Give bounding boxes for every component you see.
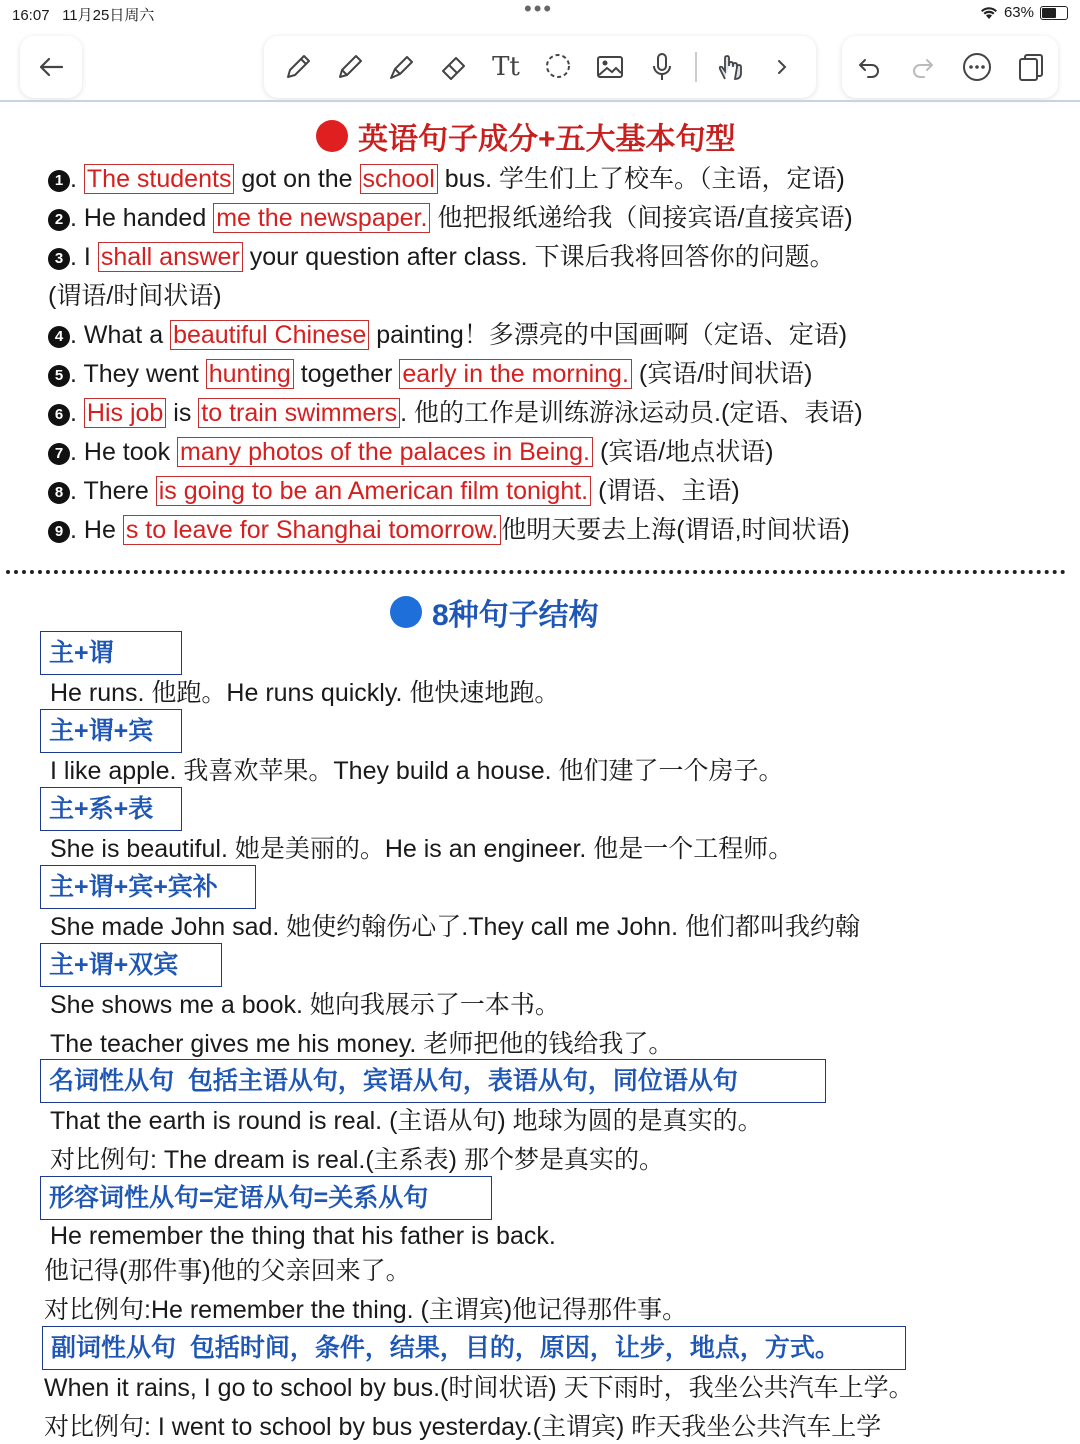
eraser-icon	[438, 51, 470, 83]
sentence-text: He took	[83, 438, 178, 466]
highlighted-phrase: to train swimmers	[198, 398, 400, 428]
sentence-line	[48, 279, 222, 313]
battery-icon	[1040, 6, 1068, 20]
sentence-text: (谓语、主语)	[591, 477, 740, 505]
example-sentence: That the earth is round is real. (主语从句) 地球为圆的是真实的。	[50, 1107, 763, 1135]
redo-button[interactable]	[904, 48, 942, 86]
image-icon	[594, 51, 626, 83]
example-sentence: She is beautiful. 她是美丽的。He is an engineer. 他是一个工程师。	[50, 835, 794, 863]
sentence-text: . 他的工作是训练游泳运动员.(定语、表语)	[400, 399, 863, 427]
sentence-text: together	[293, 360, 400, 388]
eraser-tool[interactable]	[435, 48, 473, 86]
highlighted-phrase: early in the morning.	[399, 359, 632, 389]
status-time: 16:07 11月25日周六	[12, 7, 155, 24]
highlighted-phrase: me the newspaper.	[213, 203, 430, 233]
sentence-line: 8 . There is going to be an American film tonight. (谓语、主语)	[48, 474, 740, 508]
example-sentence: 他记得(那件事)他的父亲回来了。	[44, 1257, 411, 1285]
blue-dot-icon	[390, 596, 422, 628]
pen-tool[interactable]	[279, 48, 317, 86]
text-tool-icon: Tt	[492, 52, 520, 82]
pages-button[interactable]	[1012, 48, 1050, 86]
redo-icon	[910, 54, 936, 80]
copy-icon	[1016, 52, 1046, 82]
section2-title: 8种句子结构	[390, 590, 599, 634]
highlighted-phrase: The students	[84, 164, 235, 194]
battery-percent: 63%	[1003, 4, 1034, 21]
highlighted-phrase: school	[360, 164, 438, 194]
highlighted-phrase: shall answer	[98, 242, 243, 272]
example-sentence: She made John sad. 她使约翰伤心了.They call me John. 他们都叫我约翰	[50, 913, 860, 941]
sentence-number: 1	[48, 170, 70, 192]
example-sentence: 对比例句:He remember the thing. (主谓宾)他记得那件事。	[44, 1296, 688, 1324]
sentence-line: 7 . He took many photos of the palaces in Being. (宾语/地点状语)	[48, 435, 774, 469]
sentence-text: He handed	[83, 204, 214, 232]
example-sentence: He runs. 他跑。He runs quickly. 他快速地跑。	[50, 679, 560, 707]
example-sentence: The teacher gives me his money. 老师把他的钱给我了。	[50, 1030, 674, 1058]
sentence-number: 8	[48, 482, 70, 504]
sentence-text: painting！多漂亮的中国画啊（定语、定语)	[369, 321, 848, 349]
sentence-text: (谓语/时间状语)	[48, 282, 222, 310]
red-dot-icon	[316, 120, 348, 152]
sentence-text: (宾语/时间状语)	[631, 360, 813, 388]
hand-touch-icon	[714, 51, 746, 83]
structure-label: 主+谓+双宾	[40, 943, 222, 987]
sentence-line: 3 . I shall answer your question after class. 下课后我将回答你的问题。	[48, 240, 835, 274]
structure-label: 名词性从句 包括主语从句，宾语从句，表语从句，同位语从句	[40, 1059, 826, 1103]
section1-title: 英语句子成分+五大基本句型	[316, 114, 736, 158]
sentence-number: 5	[48, 365, 70, 387]
structure-label: 主+谓+宾+宾补	[40, 865, 256, 909]
sentence-text: is	[166, 399, 199, 427]
sentence-line: 1 . The students got on the school bus. 学生们上了校车。（主语，定语)	[48, 162, 845, 196]
status-right	[980, 4, 1068, 21]
microphone-icon	[646, 51, 678, 83]
microphone-tool[interactable]	[643, 48, 681, 86]
example-sentence: She shows me a book. 她向我展示了一本书。	[50, 991, 560, 1019]
structure-label: 主+系+表	[40, 787, 182, 831]
highlighted-phrase: many photos of the palaces in Being.	[177, 437, 593, 467]
sentence-text: I	[83, 243, 98, 271]
highlighted-phrase: is going to be an American film tonight.	[156, 476, 591, 506]
sentence-text: 他把报纸递给我（间接宾语/直接宾语)	[430, 204, 853, 232]
back-button[interactable]	[20, 36, 82, 98]
dotted-divider	[6, 570, 1066, 574]
pen-icon	[282, 51, 314, 83]
sentence-line: 9 . He s to leave for Shanghai tomorrow. 他明天要去上海(谓语,时间状语)	[48, 513, 850, 547]
undo-icon	[856, 54, 882, 80]
sentence-text: There	[83, 477, 156, 505]
more-button[interactable]	[958, 48, 996, 86]
sentence-text: got on the	[234, 165, 360, 193]
sentence-number: 7	[48, 443, 70, 465]
undo-button[interactable]	[850, 48, 888, 86]
highlighted-phrase: His job	[84, 398, 166, 428]
sentence-number: 9	[48, 521, 70, 543]
example-sentence: 对比例句: The dream is real.(主系表) 那个梦是真实的。	[50, 1146, 664, 1174]
wifi-icon	[980, 6, 998, 20]
sentence-number: 6	[48, 404, 70, 426]
tool-palette	[264, 36, 816, 98]
multitask-dots[interactable]: •••	[524, 0, 554, 21]
sentence-text: He	[83, 516, 123, 544]
sentence-text: bus. 学生们上了校车。（主语，定语)	[437, 165, 845, 193]
sentence-line: 2 . He handed me the newspaper. 他把报纸递给我（间接宾语/直接宾语)	[48, 201, 853, 235]
structure-label: 副词性从句 包括时间，条件，结果，目的，原因，让步，地点，方式。	[42, 1326, 906, 1370]
example-sentence: 对比例句: I went to school by bus yesterday.(主谓宾) 昨天我坐公共汽车上学	[44, 1413, 882, 1441]
lasso-tool[interactable]	[539, 48, 577, 86]
highlighted-phrase: hunting	[206, 359, 294, 389]
arrow-left-icon	[38, 57, 64, 77]
sentence-text: 他明天要去上海(谓语,时间状语)	[501, 516, 850, 544]
sentence-text: (宾语/地点状语)	[593, 438, 774, 466]
status-bar	[0, 0, 1080, 28]
sentence-text: They went	[83, 360, 206, 388]
highlighted-phrase: beautiful Chinese	[170, 320, 369, 350]
sentence-number: 4	[48, 326, 70, 348]
structure-label: 形容词性从句=定语从句=关系从句	[40, 1176, 492, 1220]
structure-label: 主+谓+宾	[40, 709, 182, 753]
more-tools-button[interactable]	[763, 48, 801, 86]
sentence-number: 2	[48, 209, 70, 231]
lasso-icon	[542, 51, 574, 83]
sentence-text: What a	[83, 321, 171, 349]
chevron-right-icon	[772, 57, 792, 77]
more-icon	[962, 52, 992, 82]
structure-label: 主+谓	[40, 631, 182, 675]
highlighter-icon	[386, 51, 418, 83]
example-sentence: When it rains, I go to school by bus.(时间状语) 天下雨时，我坐公共汽车上学。	[44, 1374, 914, 1402]
example-sentence: He remember the thing that his father is back.	[50, 1222, 556, 1250]
toolbar-divider	[0, 100, 1080, 102]
sentence-line: 4 . What a beautiful Chinese painting！多漂亮的中国画啊（定语、定语)	[48, 318, 847, 352]
pencil-tool[interactable]	[331, 48, 369, 86]
touch-tool[interactable]	[711, 48, 749, 86]
highlighter-tool[interactable]	[383, 48, 421, 86]
sentence-line: 6 . His job is to train swimmers . 他的工作是训练游泳运动员.(定语、表语)	[48, 396, 863, 430]
text-tool[interactable]	[487, 48, 525, 86]
sentence-number: 3	[48, 248, 70, 270]
highlighted-phrase: s to leave for Shanghai tomorrow.	[123, 515, 501, 545]
image-tool[interactable]	[591, 48, 629, 86]
action-bar	[842, 36, 1058, 98]
sentence-line: 5 . They went hunting together early in the morning. (宾语/时间状语)	[48, 357, 812, 391]
example-sentence: I like apple. 我喜欢苹果。They build a house. 他们建了一个房子。	[50, 757, 784, 785]
sentence-text: your question after class. 下课后我将回答你的问题。	[242, 243, 835, 271]
pencil-icon	[334, 51, 366, 83]
toolbar-separator	[695, 52, 697, 82]
